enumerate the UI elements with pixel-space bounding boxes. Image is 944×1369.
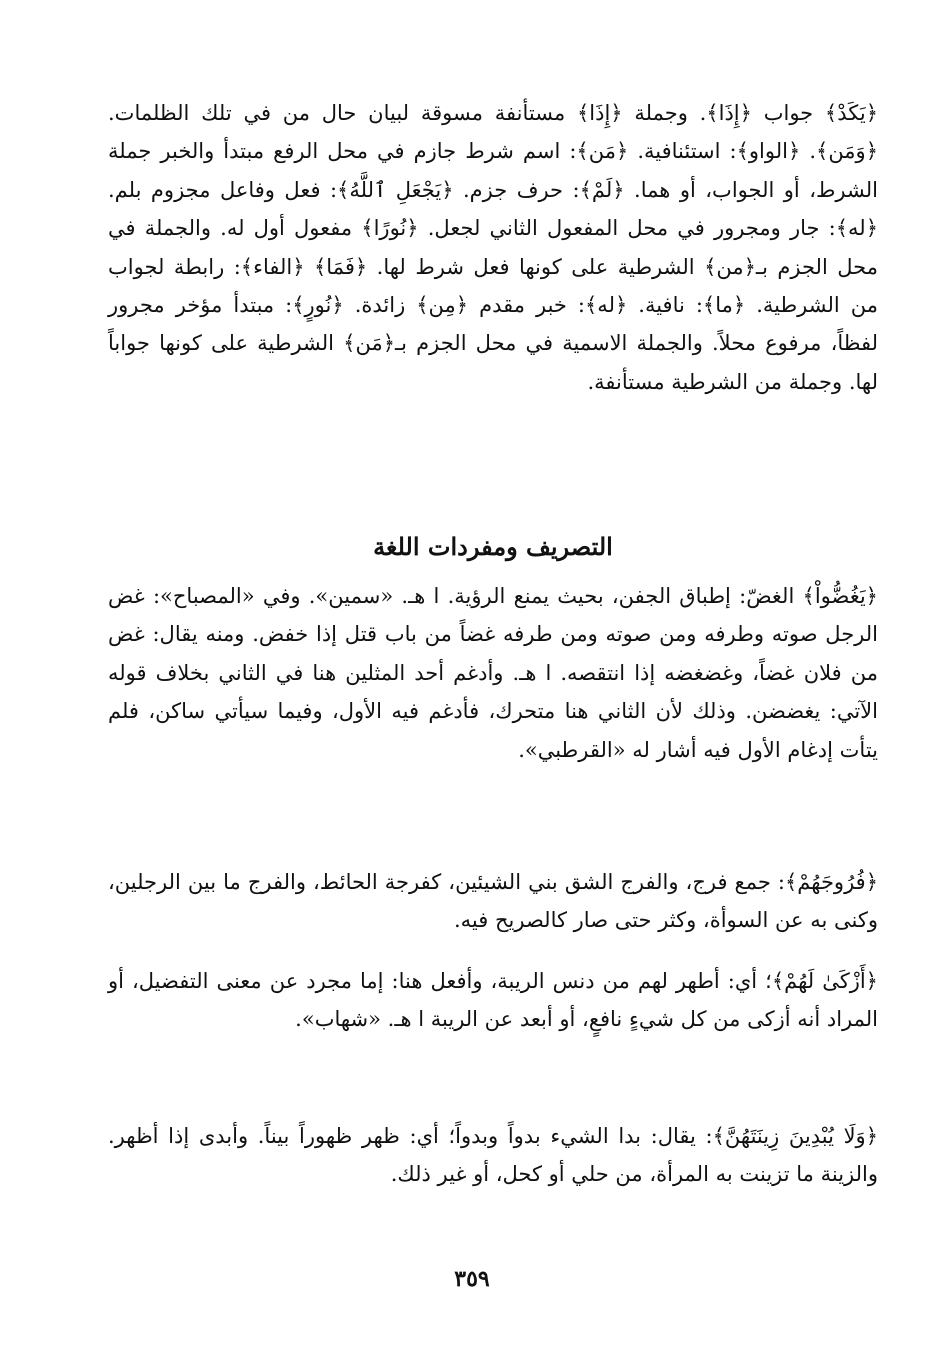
paragraph-furujahum: ﴿فُرُوجَهُمْ﴾: جمع فرج، والفرج الشق بني الشيئين، كفرجة الحائط، والفرج ما بين الرجلين، وكنى به عن السوأة، وكثر حتى صار كالصريح فيه. bbox=[108, 870, 878, 933]
paragraph-wala-yubdina: ﴿وَلَا يُبْدِينَ زِينَتَهُنَّ﴾: يقال: بدا الشيء بدواً وبدواً؛ أي: ظهر ظهوراً بيناً. وأبدى إذا أظهر. والزينة ما تزينت به المرأة، من حلي أو كحل، أو غير ذلك. bbox=[108, 1124, 878, 1187]
paragraph-yaghuddu: ﴿يَغُضُّواْ﴾ الغضّ: إطباق الجفن، بحيث يمنع الرؤية. ا هـ. «سمين». وفي «المصباح»: غض الرجل صوته وطرفه ومن صوته ومن طرفه غضاً من باب قتل إذا خفض. ومنه يقال: غض من فلان غضاً، وغضغضه إذا انتقصه. ا هـ. وأدغم أحد المثلين هنا في الثاني بخلاف قوله الآتي: يغضضن. وذلك لأن الثاني هنا متحرك، فأدغم فيه الأول، وفيما سيأتي ساكن، فلم يتأت إدغام الأول فيه أشار له «القرطبي». bbox=[108, 584, 878, 762]
page-number: ٣٥٩ bbox=[454, 1266, 490, 1292]
paragraph-irab-continuation: ﴿يَكَدْ﴾ جواب ﴿إِذَا﴾. وجملة ﴿إِذَا﴾ مستأنفة مسوقة لبيان حال من في تلك الظلمات. ﴿وَمَن﴾. ﴿الواو﴾: استئنافية. ﴿مَن﴾: اسم شرط جازم في محل الرفع مبتدأ والخبر جملة الشرط، أو الجواب، أو هما. ﴿لَمْ﴾: حرف جزم. ﴿يَجْعَلِ ٱللَّهُ﴾: فعل وفاعل مجزوم بلم. ﴿له﴾: جار ومجرور في محل المفعول الثاني لجعل. ﴿نُورًا﴾ مفعول أول له. والجملة في محل الجزم بـ﴿من﴾ الشرطية على كونها فعل شرط لها. ﴿فَمَا﴾ ﴿الفاء﴾: رابطة لجواب من الشرطية. ﴿ما﴾: نافية. ﴿له﴾: خبر مقدم ﴿مِن﴾ زائدة. ﴿نُورٍ﴾: مبتدأ مؤخر مجرور لفظاً، مرفوع محلاً. والجملة الاسمية في محل الجزم بـ﴿مَن﴾ الشرطية على كونها جواباً لها. وجملة من الشرطية مستأنفة. bbox=[108, 101, 878, 394]
paragraph-azka-lahum: ﴿أَزْكَىٰ لَهُمْ﴾؛ أي: أطهر لهم من دنس الريبة، وأفعل هنا: إما مجرد عن معنى التفضيل، أو المراد أنه أزكى من كل شيءٍ نافعٍ، أو أبعد عن الريبة ا هـ. «شهاب». bbox=[108, 969, 878, 1032]
section-heading: التصريف ومفردات اللغة bbox=[373, 532, 613, 561]
